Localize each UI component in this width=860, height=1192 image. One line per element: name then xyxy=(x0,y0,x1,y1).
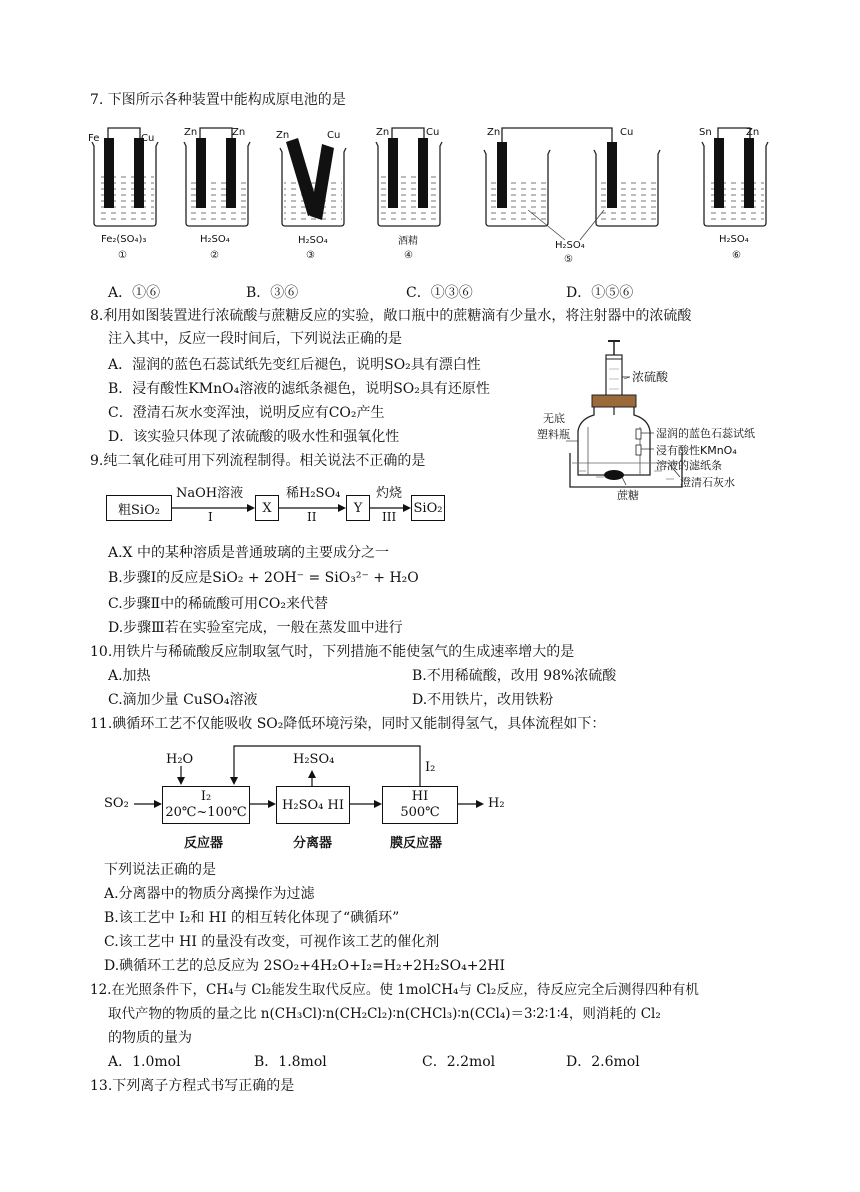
q9-stem: 9.纯二氧化硅可用下列流程制得。相关说法不正确的是 xyxy=(90,453,426,469)
q10-option-d[interactable]: D.不用铁片，改用铁粉 xyxy=(412,692,554,708)
q11-option-d[interactable]: D.碘循环工艺的总反应为 2SO₂+4H₂O+I₂=H₂+2H₂SO₄+2HI xyxy=(104,958,506,974)
q9-option-a[interactable]: A.X 中的某种溶质是普通玻璃的主要成分之一 xyxy=(108,545,389,561)
q11-membrane-line1: HI xyxy=(411,789,429,804)
q7-option-a[interactable]: A．①⑥ xyxy=(108,285,161,301)
q11-reactor-line2: 20℃~100℃ xyxy=(165,805,247,820)
q9-arrow2-reagent: 稀H₂SO₄ xyxy=(286,486,341,501)
q11-label-reactor: 反应器 xyxy=(184,836,224,851)
q10-stem: 10.用铁片与稀硫酸反应制取氢气时，下列措施不能使氢气的生成速率增大的是 xyxy=(90,644,575,660)
b2-right-label: Zn xyxy=(232,127,246,138)
q9-box-sio2: SiO₂ xyxy=(411,495,445,521)
b1-right-label: Cu xyxy=(141,133,155,144)
b1-left-label: Fe xyxy=(88,133,100,144)
q9-arrow1-step: I xyxy=(208,510,213,524)
q9-arrow3-step: III xyxy=(382,510,397,524)
b4-right-label: Cu xyxy=(426,127,440,138)
q8-option-c[interactable]: C．澄清石灰水变浑浊，说明反应有CO₂产生 xyxy=(108,405,385,421)
b2-solution: H₂SO₄ xyxy=(200,234,230,245)
label-bottle-1: 无底 xyxy=(543,412,565,425)
q10-option-b[interactable]: B.不用稀硫酸，改用 98%浓硫酸 xyxy=(412,668,617,684)
b5-num: ⑤ xyxy=(564,254,573,265)
b4-left-label: Zn xyxy=(376,127,390,138)
q11-h2so4-out: H₂SO₄ xyxy=(293,752,335,767)
q7-option-b[interactable]: B．③⑥ xyxy=(246,285,299,301)
q12-stem-2: 取代产物的物质的量之比 n(CH₃Cl)∶n(CH₂Cl₂)∶n(CHCl₃)∶n(CCl₄)＝3∶2∶1∶4，则消耗的 Cl₂ xyxy=(108,1006,661,1022)
label-kmno4-1: 浸有酸性KMnO₄ xyxy=(656,444,737,457)
label-sugar: 蔗糖 xyxy=(617,489,639,502)
q11-membrane-line2: 500℃ xyxy=(400,805,440,820)
beaker-4 xyxy=(376,128,442,226)
q12-stem-1: 12.在光照条件下，CH₄与 Cl₂能发生取代反应。使 1molCH₄与 Cl₂反应，待反应完全后测得四种有机 xyxy=(90,982,699,998)
b3-right-label: Cu xyxy=(327,130,341,141)
q9-arrow1-reagent: NaOH溶液 xyxy=(176,486,244,501)
beaker-2 xyxy=(184,128,250,226)
b2-left-label: Zn xyxy=(184,127,198,138)
q12-stem-3: 的物质的量为 xyxy=(108,1030,192,1046)
q9-box-y: Y xyxy=(346,495,370,521)
b1-solution: Fe₂(SO₄)₃ xyxy=(101,234,147,245)
b2-num: ② xyxy=(210,250,219,261)
q8-stem-2: 注入其中，反应一段时间后，下列说法正确的是 xyxy=(108,331,402,347)
b3-solution: H₂SO₄ xyxy=(298,235,328,246)
beaker-6 xyxy=(702,128,768,226)
q11-label-membrane: 膜反应器 xyxy=(390,836,443,851)
q8-stem-1: 8.利用如图装置进行浓硫酸与蔗糖反应的实验，敞口瓶中的蔗糖滴有少量水，将注射器中的浓硫酸 xyxy=(90,308,692,324)
b5-solution: H₂SO₄ xyxy=(555,240,585,251)
q11-h2: H₂ xyxy=(488,796,505,811)
b4-solution: 酒精 xyxy=(398,236,418,247)
q11-lead: 下列说法正确的是 xyxy=(104,862,216,878)
q11-reactor-line1: I₂ xyxy=(200,789,212,804)
q11-label-separator: 分离器 xyxy=(293,836,333,851)
label-acid: 浓硫酸 xyxy=(632,370,669,384)
beaker-5 xyxy=(484,128,660,240)
q9-box-crude-sio2: 粗SiO₂ xyxy=(106,495,172,521)
q7-option-c[interactable]: C．①③⑥ xyxy=(406,285,473,301)
q7-option-d[interactable]: D．①⑤⑥ xyxy=(566,285,634,301)
q11-option-a[interactable]: A.分离器中的物质分离操作为过滤 xyxy=(104,886,315,902)
b1-num: ① xyxy=(118,250,127,261)
b6-solution: H₂SO₄ xyxy=(719,234,749,245)
q10-option-a[interactable]: A.加热 xyxy=(108,668,151,684)
b5-left-label: Zn xyxy=(487,127,501,138)
label-litmus: 湿润的蓝色石蕊试纸 xyxy=(656,427,755,440)
q13-stem: 13.下列离子方程式书写正确的是 xyxy=(90,1078,295,1094)
q11-separator-box: H₂SO₄ HI xyxy=(276,786,350,824)
q9-box-x: X xyxy=(255,495,279,521)
q11-so2: SO₂ xyxy=(104,796,129,811)
b3-left-label: Zn xyxy=(276,130,290,141)
q9-option-c[interactable]: C.步骤Ⅱ中的稀硫酸可用CO₂来代替 xyxy=(108,596,328,612)
q9-option-b[interactable]: B.步骤Ⅰ的反应是SiO₂ + 2OH⁻ = SiO₃²⁻ + H₂O xyxy=(108,570,419,586)
b3-num: ③ xyxy=(306,250,315,261)
q11-stem: 11.碘循环工艺不仅能吸收 SO₂降低环境污染，同时又能制得氢气，具体流程如下： xyxy=(90,716,606,732)
q12-option-b[interactable]: B．1.8mol xyxy=(254,1054,327,1070)
q11-i2-back: I₂ xyxy=(425,760,436,775)
b4-num: ④ xyxy=(404,250,413,261)
beaker-3 xyxy=(280,138,346,226)
q12-option-c[interactable]: C．2.2mol xyxy=(422,1054,496,1070)
q9-option-d[interactable]: D.步骤Ⅲ若在实验室完成，一般在蒸发皿中进行 xyxy=(108,620,403,636)
q11-option-c[interactable]: C.该工艺中 HI 的量没有改变，可视作该工艺的催化剂 xyxy=(104,934,440,950)
q8-option-d[interactable]: D．该实验只体现了浓硫酸的吸水性和强氧化性 xyxy=(108,429,400,445)
q12-option-d[interactable]: D．2.6mol xyxy=(566,1054,640,1070)
q7-stem: 7. 下图所示各种装置中能构成原电池的是 xyxy=(90,92,346,108)
b5-right-label: Cu xyxy=(620,127,634,138)
label-bottle-2: 塑料瓶 xyxy=(537,428,570,441)
label-limewater: 澄清石灰水 xyxy=(680,476,735,489)
b6-num: ⑥ xyxy=(732,250,741,261)
q11-reactor-box xyxy=(162,786,250,824)
q8-option-b[interactable]: B．浸有酸性KMnO₄溶液的滤纸条褪色，说明SO₂具有还原性 xyxy=(108,381,490,397)
q12-option-a[interactable]: A．1.0mol xyxy=(108,1054,181,1070)
b6-right-label: Zn xyxy=(746,127,760,138)
q11-option-b[interactable]: B.该工艺中 I₂和 HI 的相互转化体现了“碘循环” xyxy=(104,910,400,926)
q11-membrane-box xyxy=(382,786,458,824)
q9-arrows xyxy=(0,488,860,528)
q8-option-a[interactable]: A．湿润的蓝色石蕊试纸先变红后褪色，说明SO₂具有漂白性 xyxy=(108,357,481,373)
q9-arrow2-step: II xyxy=(307,510,317,524)
q10-option-c[interactable]: C.滴加少量 CuSO₄溶液 xyxy=(108,692,258,708)
q9-arrow3-reagent: 灼烧 xyxy=(376,486,403,501)
q11-h2o: H₂O xyxy=(166,752,194,767)
label-kmno4-2: 溶液的滤纸条 xyxy=(656,459,722,472)
b6-left-label: Sn xyxy=(699,127,712,138)
